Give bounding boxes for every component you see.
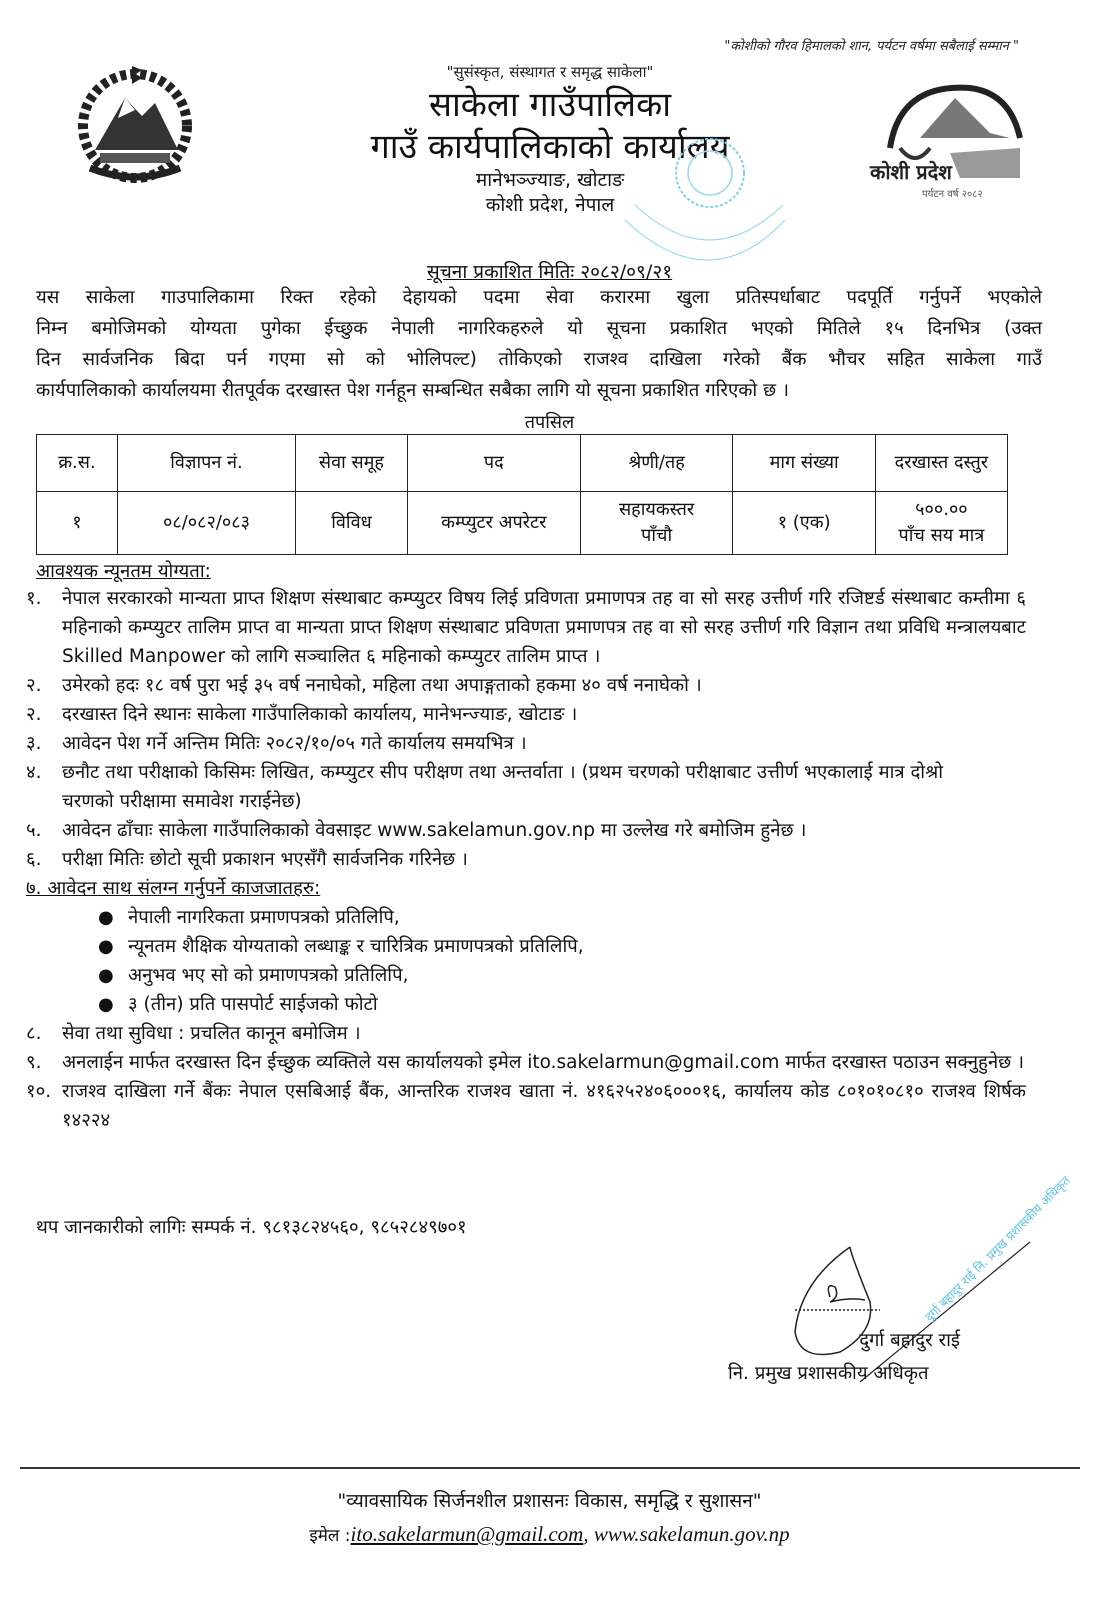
- koshi-logo-text: कोशी प्रदेश: [870, 160, 952, 184]
- cell-fee-amount: ५००.००: [915, 499, 968, 520]
- list-item-text: राजश्व दाखिला गर्ने बैंकः नेपाल एसबिआई बैंक, आन्तरिक राजश्व खाता नं. ४१६२५२४०६०००१६, कार्यालय कोड ८०१०१०८१० राजश्व शिर्षक १४२२४: [62, 1081, 1026, 1131]
- cell-fee: [875, 492, 1007, 555]
- requirements-list: [26, 584, 1026, 1135]
- list-item: [26, 1077, 1026, 1135]
- cell-level-line2: पाँचौ: [641, 525, 673, 546]
- table-caption: तपसिल: [524, 412, 575, 433]
- bullet-icon: ●: [98, 965, 114, 986]
- cell-demand: १ (एक): [733, 492, 875, 555]
- bullet-icon: ●: [98, 907, 114, 928]
- list-item-text: आवेदन ढाँचाः साकेला गाउँपालिकाको वेवसाइट www.sakelamun.gov.np मा उल्लेख गरे बमोजिम हुनेछ ।: [62, 820, 807, 841]
- list-item-text: आवेदन पेश गर्ने अन्तिम मितिः २०८२/१०/०५ गते कार्यालय समयभित्र ।: [62, 733, 527, 754]
- list-item-number: १०.: [26, 1081, 52, 1102]
- col-header-service-group: सेवा समूह: [296, 435, 408, 492]
- table-row: [37, 492, 1008, 555]
- col-header-fee: दरखास्त दस्तुर: [875, 435, 1007, 492]
- list-item-number: ९.: [26, 1052, 42, 1073]
- koshi-logo-subtext: पर्यटन वर्ष २०८२: [922, 189, 983, 200]
- vacancy-table: [36, 434, 1008, 555]
- intro-line: निम्न बमोजिमको योग्यता पुगेका ईच्छुक नेपाली नागरिकहरुले यो सूचना प्रकाशित भएको मितिले १५ दिनभित्र (उक्त: [36, 318, 1042, 339]
- document-text: न्यूनतम शैक्षिक योग्यताको लब्धाङ्क र चारित्रिक प्रमाणपत्रको प्रतिलिपि,: [128, 936, 584, 957]
- list-item-number: ४.: [26, 762, 42, 783]
- list-item: [26, 1048, 1026, 1077]
- document-item: [98, 903, 1026, 932]
- documents-title: ७. आवेदन साथ संलग्न गर्नुपर्ने काजजातहरु:: [26, 878, 321, 899]
- list-item-text: अनलाईन मार्फत दरखास्त दिन ईच्छुक व्यक्तिले यस कार्यालयको इमेल ito.sakelarmun@gmail.com मार्फत दरखास्त पठाउन सक्नुहुनेछ ।: [62, 1052, 1024, 1073]
- koshi-pradesh-logo: [870, 78, 1030, 208]
- email-link[interactable]: ito.sakelarmun@gmail.com: [350, 1522, 584, 1546]
- list-item-text: छनौट तथा परीक्षाको किसिमः लिखित, कम्प्युटर सीप परीक्षण तथा अन्तर्वाता । (प्रथम चरणको परीक्षाबाट उत्तीर्ण भएकालाई मात्र दोश्रो चरणको परीक्षामा समावेश गराईनेछ): [62, 762, 943, 812]
- list-item: [26, 816, 1026, 845]
- col-header-level: श्रेणी/तह: [580, 435, 733, 492]
- list-item-number: २.: [26, 675, 42, 696]
- list-item: [26, 584, 1026, 671]
- separator: ,: [583, 1522, 594, 1546]
- nepal-emblem-logo: [70, 58, 200, 188]
- address-line2: कोशी प्रदेश, नेपाल: [485, 194, 615, 216]
- col-header-sn: क्र.स.: [37, 435, 118, 492]
- publication-date: [0, 258, 1099, 284]
- document-item: [98, 990, 1026, 1019]
- col-header-post: पद: [407, 435, 580, 492]
- cell-level: [580, 492, 733, 555]
- list-item: [26, 758, 982, 816]
- cell-post: कम्प्युटर अपरेटर: [407, 492, 580, 555]
- table-header-row: [37, 435, 1008, 492]
- list-item-number: ३.: [26, 733, 42, 754]
- intro-paragraph: [36, 282, 1042, 406]
- cell-service-group: विविध: [296, 492, 408, 555]
- document-item: [98, 932, 1026, 961]
- municipality-name: साकेला गाउँपालिका: [428, 85, 672, 125]
- publication-date-text: सूचना प्रकाशित मितिः २०८२/०९/२१: [426, 261, 673, 283]
- document-text: अनुभव भए सो को प्रमाणपत्रको प्रतिलिपि,: [128, 965, 409, 986]
- office-name: गाउँ कार्यपालिकाको कार्यालय: [370, 127, 730, 167]
- list-item-text: दरखास्त दिने स्थानः साकेला गाउँपालिकाको कार्यालय, मानेभन्ज्याङ, खोटाङ ।: [62, 704, 578, 725]
- signer-name: दुर्गा बहादुर राई: [859, 1330, 960, 1351]
- contact-info: थप जानकारीको लागिः सम्पर्क नं. ९८१३८२४५६०, ९८५२८४९७०१: [36, 1217, 467, 1238]
- col-header-demand: माग संख्या: [733, 435, 875, 492]
- intro-line: यस साकेला गाउपालिकामा रिक्त रहेको देहायको पदमा सेवा करारमा खुला प्रतिस्पर्धाबाट पदपूर्ति गर्नुपर्ने भएकोले: [36, 287, 1042, 308]
- email-label: इमेल :: [309, 1526, 351, 1546]
- website-link[interactable]: www.sakelamun.gov.np: [593, 1522, 790, 1546]
- list-item: [26, 729, 1026, 758]
- list-item-number: ६.: [26, 849, 42, 870]
- intro-line: कार्यपालिकाको कार्यालयमा रीतपूर्वक दरखास्त पेश गर्नहून सम्बन्धित सबैका लागि यो सूचना प्रकाशित गरिएको छ ।: [36, 380, 789, 401]
- list-item-text: नेपाल सरकारको मान्यता प्राप्त शिक्षण संस्थाबाट कम्प्युटर विषय लिई प्रविणता प्रमाणपत्र तह वा सो सरह उत्तीर्ण गरि रजिष्टर्ड संस्थाबाट कम्तीमा ६ महिनाको कम्प्युटर तालिम प्राप्त वा मान्यता प्राप्त शिक्षण संस्थाबाट प्रविणता प्रमाणपत्र तह वा सो सरह उत्तीर्ण गरि विज्ञान तथा प्रविधि मन्त्रालयबाट Skilled Manpower को लागि सञ्चालित ६ महिनाको कम्प्युटर तालिम प्राप्त ।: [62, 588, 1026, 667]
- emblem-icon: [70, 58, 200, 188]
- cell-ad-no: ०८/०८२/०८३: [117, 492, 295, 555]
- list-item-text: परीक्षा मितिः छोटो सूची प्रकाशन भएसँगै सार्वजनिक गरिनेछ ।: [62, 849, 468, 870]
- list-item-number: १.: [26, 588, 42, 609]
- document-item: [98, 961, 1026, 990]
- document-text: नेपाली नागरिकता प्रमाणपत्रको प्रतिलिपि,: [128, 907, 400, 928]
- col-header-ad-no: विज्ञापन नं.: [117, 435, 295, 492]
- list-item: [26, 700, 1026, 729]
- list-item-number: २.: [26, 704, 42, 725]
- cell-level-line1: सहायकस्तर: [619, 499, 695, 520]
- seal-text: दुर्गा बहादुर राई नि. प्रमुख प्रशासकीय अधिकृत: [922, 1173, 1074, 1325]
- list-item: [26, 1019, 1026, 1048]
- motto: "सुसंस्कृत, संस्थागत र समृद्ध साकेला": [446, 63, 654, 81]
- footer-divider: [20, 1467, 1080, 1469]
- list-item-text: सेवा तथा सुविधा : प्रचलित कानून बमोजिम ।: [62, 1023, 361, 1044]
- list-item-number: ५.: [26, 820, 42, 841]
- cell-fee-words: पाँच सय मात्र: [898, 525, 985, 546]
- list-item-number: ८.: [26, 1023, 42, 1044]
- address-line1: मानेभञ्ज्याङ, खोटाङ: [475, 169, 625, 191]
- document-text: ३ (तीन) प्रति पासपोर्ट साईजको फोटो: [128, 994, 378, 1015]
- signer-title: नि. प्रमुख प्रशासकीय अधिकृत: [728, 1363, 929, 1384]
- top-slogan: "कोशीको गौरव हिमालको शान, पर्यटन वर्षमा सबैलाई सम्मान ": [724, 39, 1019, 54]
- footer-contact: [0, 1522, 1099, 1547]
- list-item: [26, 671, 1026, 700]
- bullet-icon: ●: [98, 994, 114, 1015]
- intro-line: दिन सार्वजनिक बिदा पर्न गएमा सो को भोलिपल्ट) तोकिएको राजश्व दाखिला गरेको बैंक भौचर सहित साकेला गाउँ: [36, 349, 1042, 370]
- documents-list: [26, 903, 1026, 1019]
- footer-slogan: "व्यावसायिक सिर्जनशील प्रशासनः विकास, समृद्धि र सुशासन": [337, 1490, 762, 1512]
- list-item-text: उमेरको हदः १८ वर्ष पुरा भई ३५ वर्ष ननाघेको, महिला तथा अपाङ्गताको हकमा ४० वर्ष ननाघेको ।: [62, 675, 702, 696]
- list-item: [26, 845, 1026, 874]
- qualifications-title: आवश्यक न्यूनतम योग्यता:: [36, 561, 211, 582]
- bullet-icon: ●: [98, 936, 114, 957]
- cell-sn: १: [37, 492, 118, 555]
